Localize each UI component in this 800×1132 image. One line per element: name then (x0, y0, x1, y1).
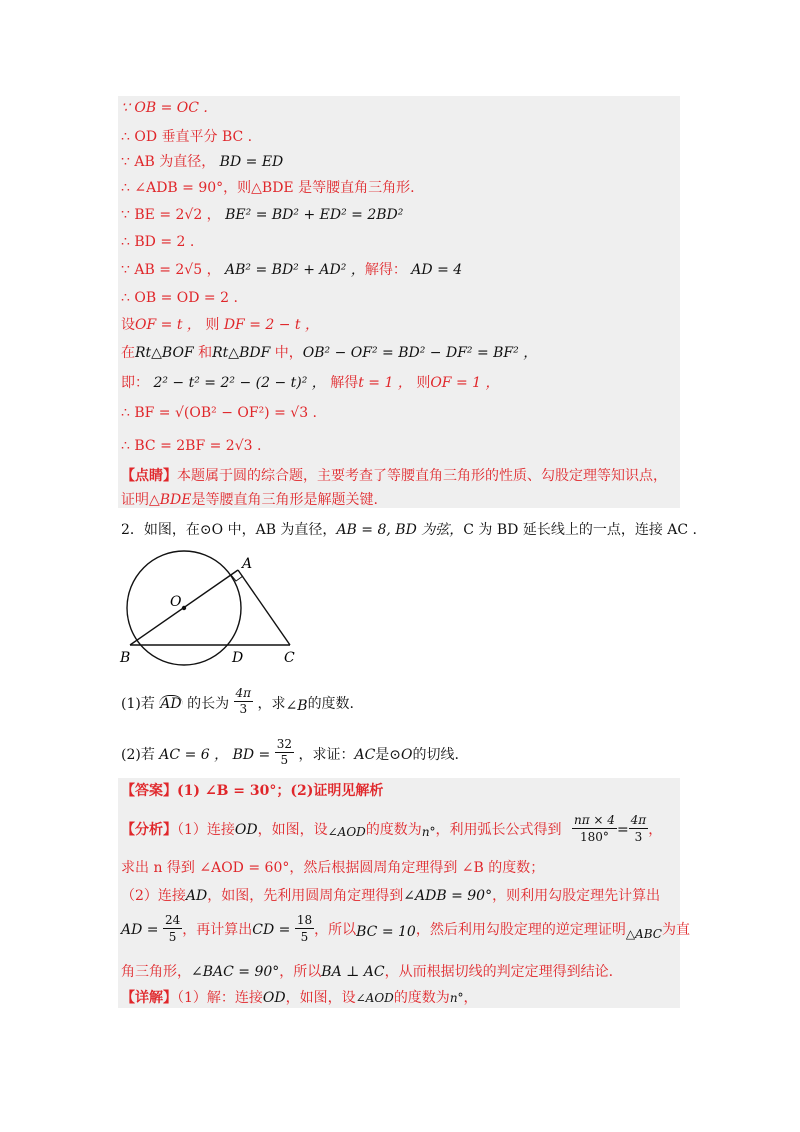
sol-math: DF = 2 − t ， (223, 317, 319, 333)
analysis-text: ，从而根据切线的判定定理得到结论. (384, 964, 614, 980)
analysis-fraction (572, 812, 617, 845)
label-d: D (232, 650, 244, 666)
analysis-text: （1）连接 (177, 822, 235, 838)
comment-line-2 (121, 490, 378, 510)
analysis-math: BA ⊥ AC (321, 964, 385, 980)
analysis-text: ，然后利用勾股定理的逆定理证明 (415, 922, 626, 938)
detail-text: 的度数为 (393, 990, 450, 1006)
sol-text: 在 (121, 345, 135, 361)
sol-line-11 (121, 373, 500, 393)
sol-text: 则△BDE 是等腰直角三角形. (237, 180, 415, 196)
detail-math: ∠AOD (355, 991, 394, 1005)
analysis-line-2 (121, 858, 544, 878)
analysis-text: 角三角形， (121, 964, 191, 980)
comment-line-1 (121, 466, 667, 486)
analysis-math: ∠AOD (327, 825, 366, 839)
comment-text: 证明 (121, 492, 149, 508)
analysis-line-5 (121, 962, 613, 982)
answer-line (121, 781, 383, 801)
sol-text: 解得： (364, 262, 407, 278)
q2-math: AC (354, 747, 376, 763)
analysis-line-3 (121, 886, 660, 906)
label-c: C (284, 650, 295, 666)
analysis-text: ，则利用勾股定理先计算出 (492, 888, 661, 904)
sol-math: OF = t ， (135, 317, 201, 333)
sol-text: 中， (274, 345, 303, 361)
q1-text: 的长为 (187, 696, 230, 712)
sol-line-9 (121, 315, 319, 335)
comment-text: 是等腰直角三角形是解题关键. (191, 492, 378, 508)
sol-line-6 (121, 232, 194, 252)
q1-fraction (234, 686, 254, 717)
sol-text: ∴ ∠ADB = 90°， (121, 180, 238, 196)
q2-text: 的切线. (412, 747, 459, 763)
sol-text: ∴ OB = OD = 2 . (121, 290, 238, 306)
stem-text: C 为 BD 延长线上的一点，连接 AC . (463, 522, 697, 538)
sol-text: ∵ AB = 2√5 ， (121, 262, 221, 278)
sol-text: ∵ AB 为直径， (121, 154, 216, 170)
sol-math: OB² − OF² = BD² − DF² = BF² ， (302, 345, 538, 361)
q1-arc-ad: AD (160, 696, 182, 712)
analysis-text: 的度数为 (365, 822, 422, 838)
analysis-math: BC = 10 (356, 924, 416, 940)
sol-text: ∴ BD = 2 . (121, 234, 195, 250)
sol-text: ∴ BC = 2BF = 2√3 . (121, 438, 262, 454)
analysis-math: CD = (252, 922, 291, 938)
sol-text: ∵ OB = OC . (121, 100, 208, 116)
answer-text: (1) ∠B = 30°；(2)证明见解析 (177, 783, 384, 799)
analysis-equals: = (616, 822, 629, 838)
analysis-text: ， (648, 822, 663, 838)
sol-line-2 (121, 127, 252, 147)
q2-denominator: 5 (280, 753, 289, 767)
question-1 (121, 686, 354, 720)
fraction-numerator: 24 (164, 913, 181, 927)
analysis-text: （2）连接 (121, 888, 186, 904)
fraction-denominator: 3 (634, 830, 643, 844)
analysis-text: ，如图，先利用圆周角定理得到 (207, 888, 404, 904)
sol-math: AD = 4 (411, 262, 463, 278)
label-o: O (170, 594, 182, 610)
sol-text: 和 (198, 345, 213, 361)
sol-text: ∵ BE = 2√2 ， (121, 207, 221, 223)
fraction-numerator: 18 (296, 913, 313, 927)
sol-text: ∴ BF = √(OB² − OF²) = √3 . (121, 405, 318, 421)
detail-math: OD (262, 990, 286, 1006)
q1-text: (1)若 (121, 696, 155, 712)
sol-line-10 (121, 343, 537, 363)
analysis-math: AD = (121, 922, 159, 938)
fraction-numerator: 4π (630, 813, 647, 827)
detail-tag: 【详解】 (121, 990, 177, 1006)
analysis-math: OD (234, 822, 258, 838)
analysis-text: 为直 (661, 922, 690, 938)
q2-numerator: 32 (276, 737, 292, 751)
q2-math: ⊙O (389, 747, 413, 763)
analysis-text: ，如图，设 (257, 822, 328, 838)
q2-math: BD = (232, 747, 271, 763)
sol-math: 2² − t² = 2² − (2 − t)² ， (153, 375, 326, 391)
stem-math: AB = 8, BD 为弦， (336, 522, 464, 538)
sol-text: ∴ OD 垂直平分 BC . (121, 129, 253, 145)
sol-math: t = 1 ， (358, 375, 412, 391)
analysis-math: △ABC (625, 927, 662, 941)
center-dot (182, 606, 186, 610)
comment-math: △BDE (149, 492, 192, 508)
comment-text: 本题属于圆的综合题，主要考查了等腰直角三角形的性质、勾股定理等知识点， (177, 468, 667, 484)
analysis-math: ∠BAC = 90° (191, 964, 280, 980)
fraction-denominator: 5 (168, 930, 177, 944)
sol-line-7 (121, 260, 462, 280)
analysis-fraction-3 (163, 912, 182, 945)
q2-text: (2)若 (121, 747, 155, 763)
label-a: A (242, 556, 253, 572)
analysis-line-1 (121, 812, 662, 848)
analysis-text: ，所以 (279, 964, 322, 980)
analysis-tag: 【分析】 (121, 822, 177, 838)
analysis-text: ，利用弧长公式得到 (435, 822, 562, 838)
detail-line-1 (121, 988, 478, 1008)
q1-denominator: 3 (239, 702, 248, 716)
label-b: B (120, 650, 131, 666)
sol-math: BD = ED (219, 154, 284, 170)
sol-line-3 (121, 152, 283, 172)
sol-math: Rt△BOF (135, 345, 194, 361)
sol-text: 即： (121, 375, 149, 391)
sol-text: 设 (121, 317, 135, 333)
segment-ac (238, 570, 290, 645)
analysis-fraction-2 (629, 812, 649, 845)
analysis-math: n° (421, 825, 436, 839)
analysis-line-4 (121, 912, 690, 948)
sol-line-4 (121, 178, 415, 198)
sol-math: OF = 1 ， (430, 375, 500, 391)
analysis-text: ，所以 (314, 922, 357, 938)
detail-text: （1）解：连接 (177, 990, 263, 1006)
sol-line-1 (121, 98, 208, 118)
q2-fraction (275, 737, 294, 768)
q1-text: ，求 (257, 696, 286, 712)
comment-tag: 【点睛】 (121, 468, 177, 484)
q1-angle: ∠B (285, 698, 308, 714)
sol-line-5 (121, 205, 403, 225)
detail-math: n° (449, 991, 464, 1005)
sol-text: 则 (205, 317, 220, 333)
sol-math: Rt△BDF (212, 345, 271, 361)
analysis-math: ∠ADB = 90° (403, 888, 493, 904)
sol-text: 则 (416, 375, 431, 391)
fraction-denominator: 5 (300, 930, 309, 944)
analysis-math: AD (185, 888, 208, 904)
sol-math: AB² = BD² + AD² ， (225, 262, 365, 278)
stem-text: 2．如图，在⊙O 中， (121, 522, 256, 538)
sol-line-8 (121, 288, 238, 308)
sol-math: BE² = BD² + ED² = 2BD² (225, 207, 404, 223)
analysis-text: ，再计算出 (182, 922, 253, 938)
analysis-text: 求出 n 得到 ∠AOD = 60°，然后根据圆周角定理得到 ∠B 的度数； (121, 860, 545, 876)
sol-text: 解得 (330, 375, 359, 391)
fraction-denominator: 180° (580, 830, 609, 844)
q1-text: 的度数. (307, 696, 355, 712)
question-2 (121, 737, 459, 771)
sol-line-12 (121, 403, 317, 423)
detail-text: ，如图，设 (285, 990, 356, 1006)
answer-tag: 【答案】 (121, 783, 177, 799)
problem-2-stem (121, 520, 697, 540)
analysis-fraction-4 (295, 912, 314, 945)
q2-text: ，求证： (298, 747, 355, 763)
q2-math: AC = 6 ， (159, 747, 229, 763)
stem-text: AB 为直径， (255, 522, 337, 538)
q1-numerator: 4π (235, 686, 252, 700)
geometry-figure (112, 548, 332, 678)
sol-line-13 (121, 436, 261, 456)
fraction-numerator: nπ × 4 (574, 813, 615, 827)
detail-text: ， (463, 990, 478, 1006)
q2-text: 是 (375, 747, 390, 763)
